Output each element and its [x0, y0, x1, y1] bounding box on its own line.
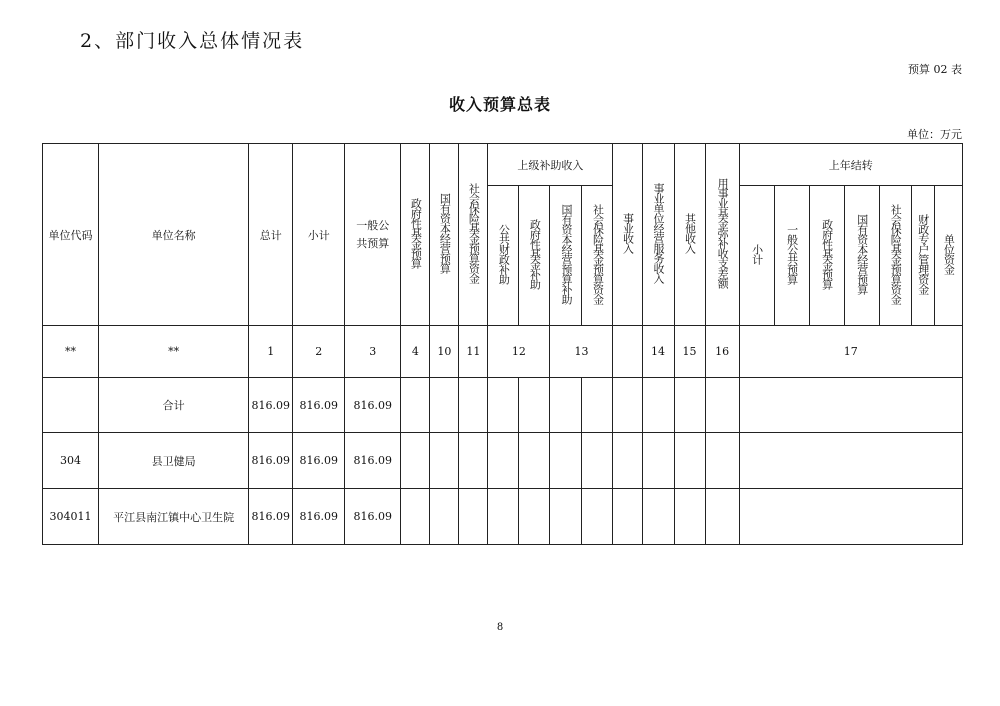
- row-total: 816.09: [249, 433, 293, 489]
- col-operating-income: [642, 144, 674, 326]
- co-state-capital-label: 国有资本经营预算: [855, 214, 869, 294]
- col-social-insurance: [459, 144, 488, 326]
- index-code: **: [43, 326, 99, 378]
- index-cell: 12: [488, 326, 550, 378]
- sub-social-insurance-label: 社会保险基金预算资金: [591, 204, 605, 304]
- index-cell: 11: [459, 326, 488, 378]
- row-subtotal: 816.09: [293, 433, 345, 489]
- row-subtotal: 816.09: [293, 489, 345, 545]
- table-row: [43, 378, 963, 433]
- fund-offset-label: 用事业基金弥补收支差额: [716, 178, 730, 288]
- row-name: 合计: [99, 378, 249, 433]
- index-cell: [613, 326, 642, 378]
- row-carryover: [739, 489, 962, 545]
- income-budget-table: [42, 143, 963, 545]
- page-heading: 2、部门收入总体情况表: [80, 30, 305, 52]
- col-subtotal: 小计: [293, 144, 345, 326]
- table-row: [43, 433, 963, 489]
- row-general: 816.09: [345, 489, 401, 545]
- index-cell: 14: [642, 326, 674, 378]
- table-number: 预算 02 表: [908, 63, 962, 76]
- other-income-label: 其他收入: [683, 213, 697, 253]
- col-sub-state-capital: [550, 186, 582, 326]
- table-title: 收入预算总表: [448, 95, 551, 114]
- operating-income-label: 事业单位经营服务收入: [652, 183, 666, 283]
- row-general: 816.09: [345, 378, 401, 433]
- row-name: 平江县南江镇中心卫生院: [99, 489, 249, 545]
- row-subtotal: 816.09: [293, 378, 345, 433]
- col-sub-gov-fund: [519, 186, 550, 326]
- index-cell: 15: [674, 326, 705, 378]
- index-name: **: [99, 326, 249, 378]
- col-co-subtotal: [739, 186, 774, 326]
- col-unit-code: 单位代码: [43, 144, 99, 326]
- index-cell: 10: [430, 326, 459, 378]
- col-co-gov-fund: [809, 186, 844, 326]
- col-co-unit-funds: [934, 186, 962, 326]
- social-insurance-label: 社会保险基金预算资金: [467, 183, 481, 283]
- index-cell: 13: [550, 326, 613, 378]
- row-total: 816.09: [249, 378, 293, 433]
- general-public-label: 一般公共预算: [356, 218, 390, 250]
- col-gov-fund: [401, 144, 430, 326]
- row-name: 县卫健局: [99, 433, 249, 489]
- gov-fund-label: 政府性基金预算: [409, 198, 423, 268]
- row-carryover: [739, 378, 962, 433]
- col-fund-offset: [705, 144, 739, 326]
- sub-gov-fund-label: 政府性基金补助: [528, 219, 542, 289]
- row-code: 304: [43, 433, 99, 489]
- col-co-general-public: [774, 186, 809, 326]
- col-co-social-insurance: [879, 186, 911, 326]
- row-general: 816.09: [345, 433, 401, 489]
- index-cell: 16: [705, 326, 739, 378]
- col-co-special: [911, 186, 934, 326]
- index-cell: 3: [345, 326, 401, 378]
- index-row: [43, 326, 963, 378]
- co-social-insurance-label: 社会保险基金预算资金: [889, 204, 903, 304]
- index-cell: 1: [249, 326, 293, 378]
- col-co-state-capital: [844, 186, 879, 326]
- sub-state-capital-label: 国有资本经营预算补助: [559, 204, 573, 304]
- unit-label: 单位：万元: [907, 128, 962, 141]
- col-superior-subsidy: 上级补助收入: [488, 144, 613, 186]
- col-other-income: [674, 144, 705, 326]
- header-row-1: [43, 144, 963, 186]
- row-carryover: [739, 433, 962, 489]
- col-total: 总计: [249, 144, 293, 326]
- business-income-label: 事业收入: [621, 213, 635, 253]
- state-capital-label: 国有资本经营预算: [438, 193, 452, 273]
- col-unit-name: 单位名称: [99, 144, 249, 326]
- col-carryover: 上年结转: [739, 144, 962, 186]
- index-cell: 4: [401, 326, 430, 378]
- co-unit-funds-label: 单位资金: [942, 234, 956, 274]
- row-code: 304011: [43, 489, 99, 545]
- table-row: [43, 489, 963, 545]
- co-general-public-label: 一般公共预算: [785, 224, 799, 284]
- row-total: 816.09: [249, 489, 293, 545]
- row-code: [43, 378, 99, 433]
- sub-public-finance-label: 公共财政补助: [497, 224, 511, 284]
- co-special-label: 财政专户管理资金: [916, 214, 930, 294]
- col-sub-social-insurance: [582, 186, 613, 326]
- page-number: 8: [496, 622, 504, 633]
- index-cell: 17: [739, 326, 962, 378]
- col-general-public: [345, 144, 401, 326]
- index-cell: 2: [293, 326, 345, 378]
- col-business-income: [613, 144, 642, 326]
- col-state-capital: [430, 144, 459, 326]
- co-gov-fund-label: 政府性基金预算: [820, 219, 834, 289]
- col-sub-public-finance: [488, 186, 519, 326]
- co-subtotal-label: 小计: [750, 244, 764, 264]
